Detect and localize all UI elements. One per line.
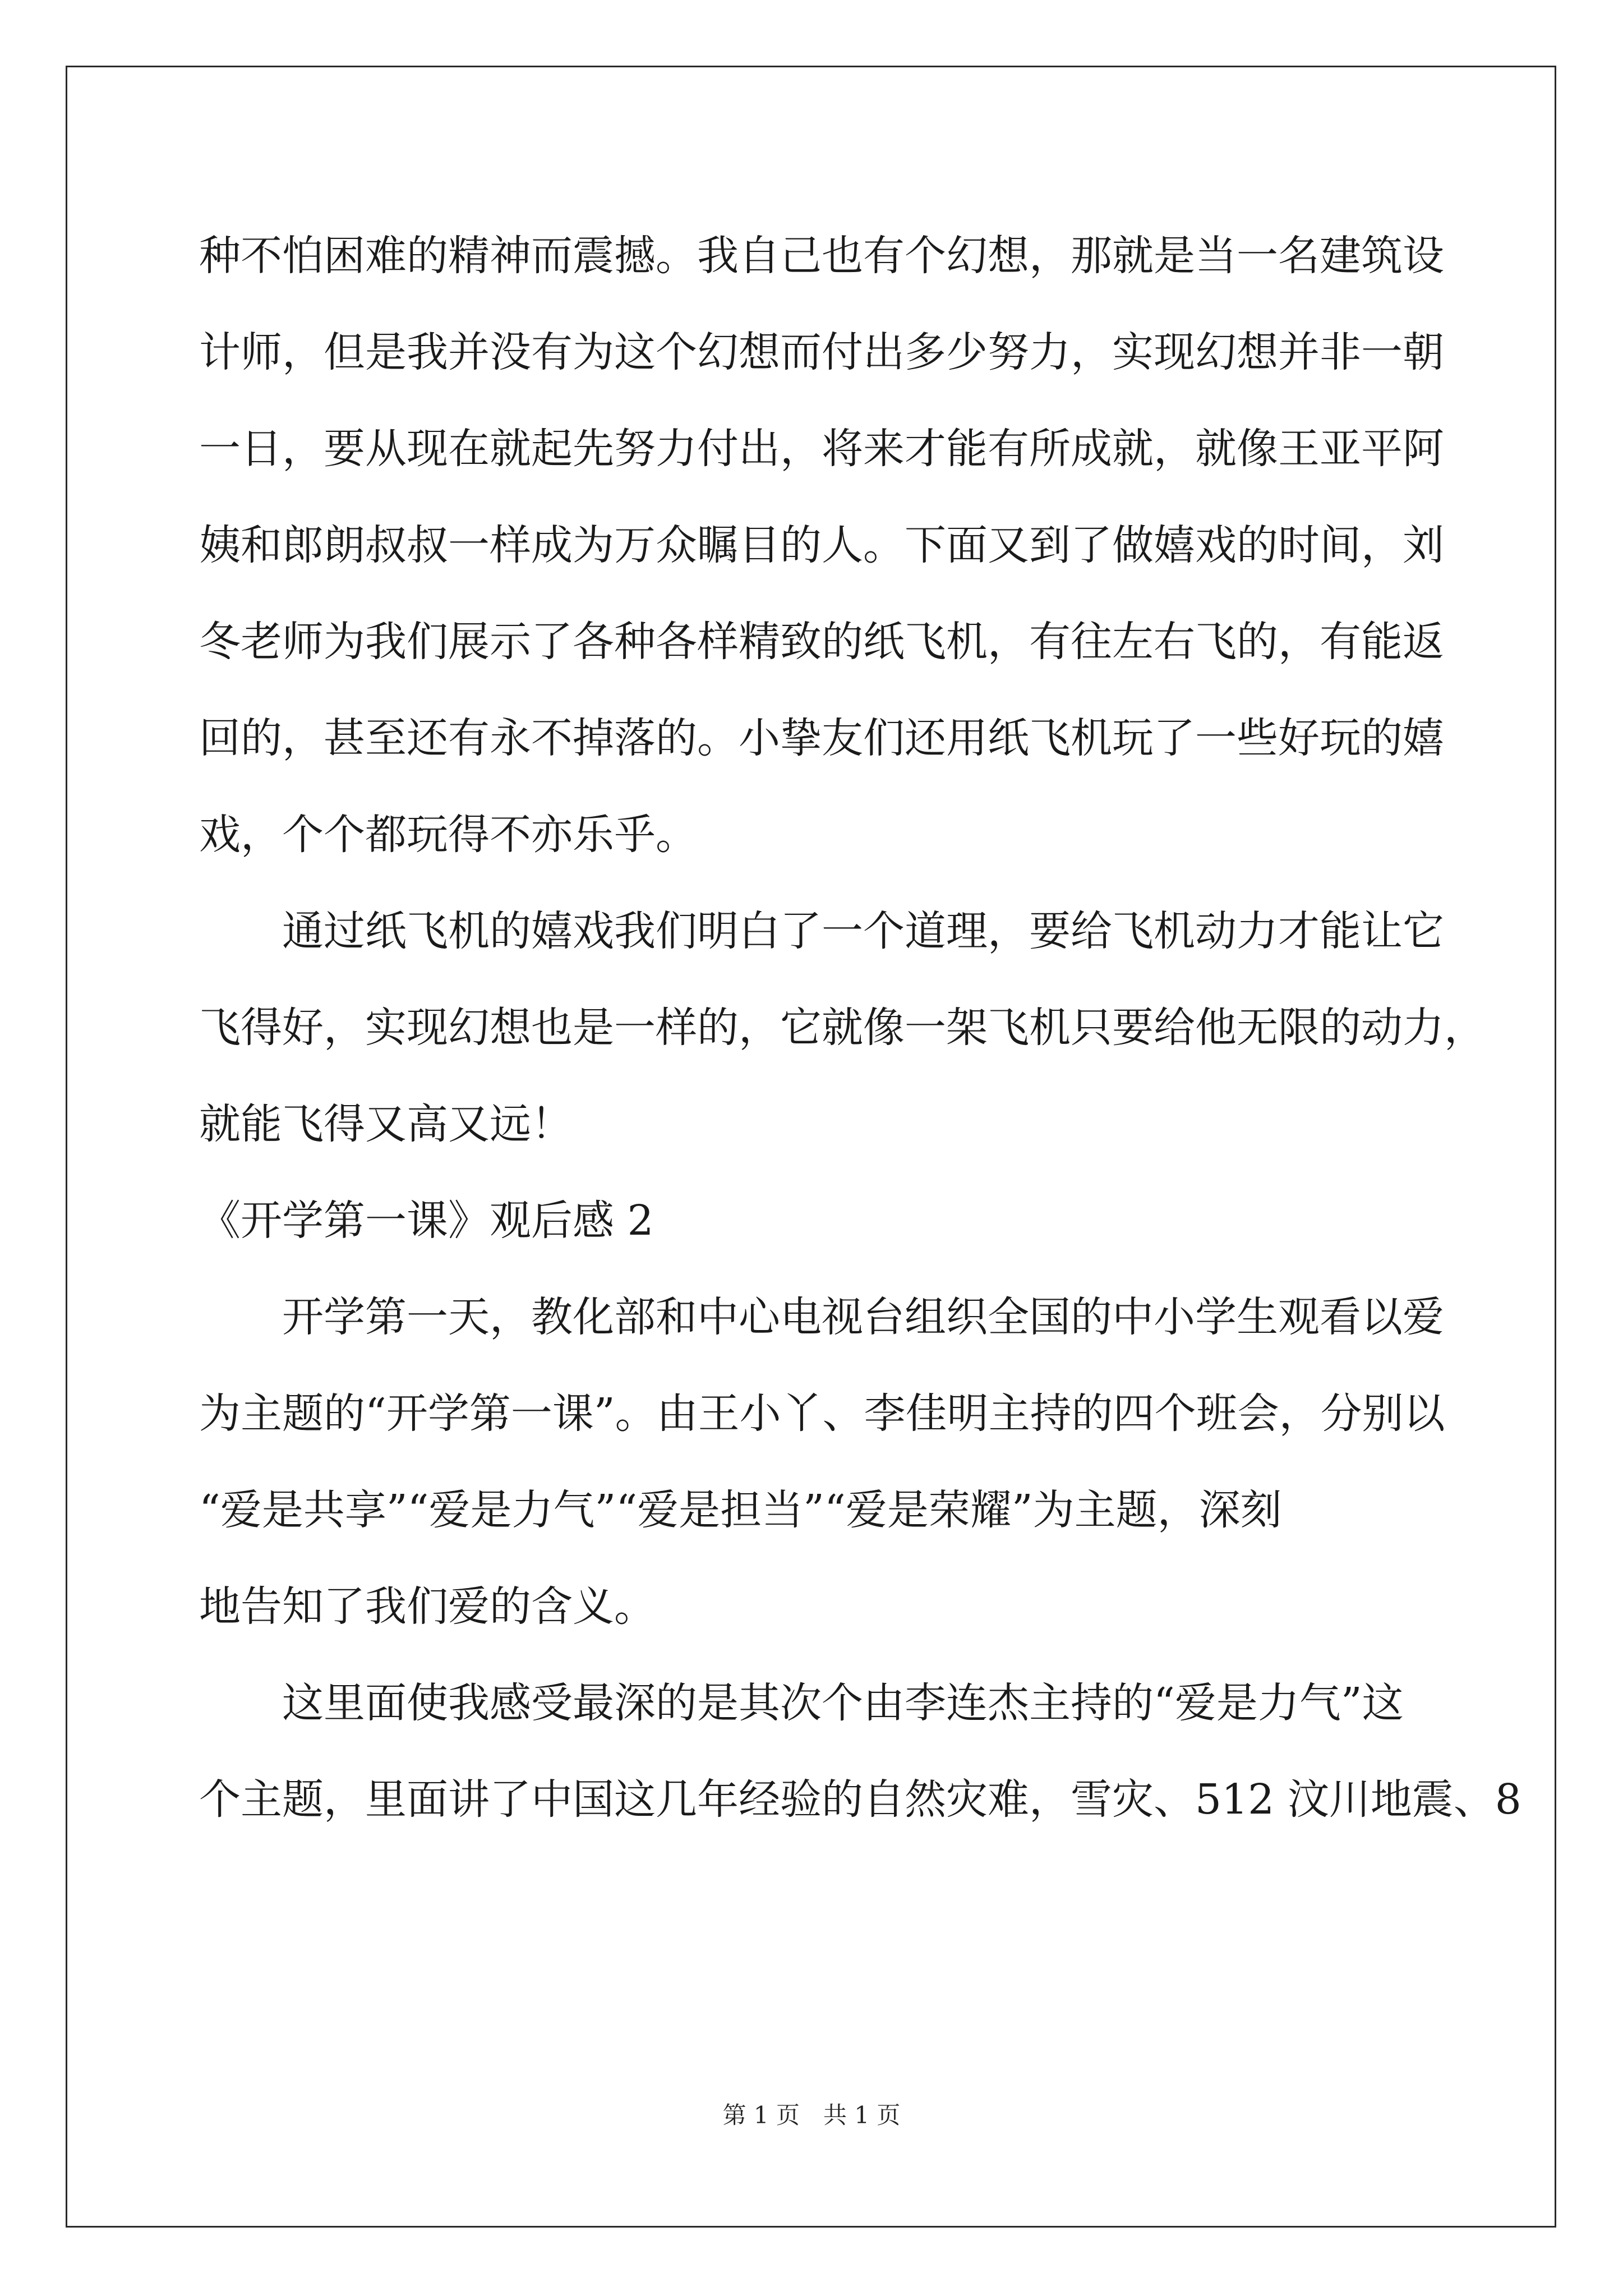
text-line: “爱是共享”“爱是力气”“爱是担当”“爱是荣耀”为主题，深刻 xyxy=(199,1486,1282,1534)
text-line: 戏，个个都玩得不亦乐乎。 xyxy=(199,811,697,859)
text-line: 计师，但是我并没有为这个幻想而付出多少努力，实现幻想并非一朝 xyxy=(199,328,1444,376)
page-footer: 第 1 页 共 1 页 xyxy=(722,2101,901,2129)
text-line: 种不怕困难的精神而震撼。我自己也有个幻想，那就是当一名建筑设 xyxy=(199,232,1444,280)
text-line: 回的，甚至还有永不掉落的。小挚友们还用纸飞机玩了一些好玩的嬉 xyxy=(199,714,1444,762)
paragraph-start-line: 这里面使我感受最深的是其次个由李连杰主持的“爱是力气”这 xyxy=(282,1679,1404,1727)
text-line: 姨和郎朗叔叔一样成为万众瞩目的人。下面又到了做嬉戏的时间，刘 xyxy=(199,521,1444,569)
document-body xyxy=(199,208,1521,1848)
text-line: 为主题的“开学第一课”。由王小丫、李佳明主持的四个班会，分别以 xyxy=(199,1389,1445,1438)
paragraph-start-line: 通过纸飞机的嬉戏我们明白了一个道理，要给飞机动力才能让它 xyxy=(282,907,1444,955)
text-line: 个主题，里面讲了中国这几年经验的自然灾难，雪灾、512 汶川地震、8 xyxy=(199,1775,1521,1824)
text-line: 冬老师为我们展示了各种各样精致的纸飞机，有往左右飞的，有能返 xyxy=(199,618,1444,666)
section-heading: 《开学第一课》观后感 2 xyxy=(199,1197,654,1245)
paragraph-start-line: 开学第一天，教化部和中心电视台组织全国的中小学生观看以爱 xyxy=(282,1293,1444,1341)
text-line: 一日，要从现在就起先努力付出，将来才能有所成就，就像王亚平阿 xyxy=(199,425,1444,473)
text-line: 地告知了我们爱的含义。 xyxy=(199,1582,656,1631)
text-line: 就能飞得又高又远！ xyxy=(199,1100,573,1148)
text-line: 飞得好，实现幻想也是一样的，它就像一架飞机只要给他无限的动力， xyxy=(199,1004,1486,1052)
